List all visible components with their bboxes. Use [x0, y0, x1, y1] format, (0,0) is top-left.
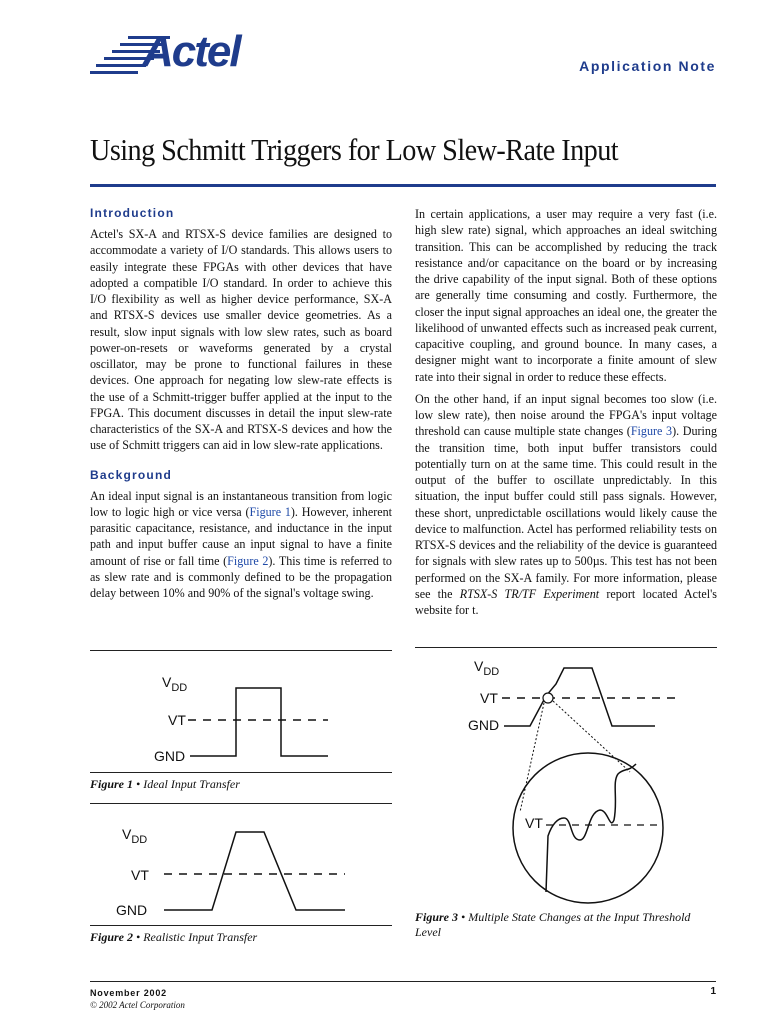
background-text-b: ). However, inherent parasitic capacitance, resistance, and inductance in the input path and input buffer cause an input signal to have a finite amount of rise or fall time ( — [90, 504, 392, 568]
right-column — [415, 206, 717, 624]
caption-bullet: • — [461, 910, 466, 924]
figure-1-gnd-label: GND — [154, 748, 186, 764]
figure-2-number: Figure 2 — [90, 930, 134, 944]
vdd-subscript: DD — [483, 665, 500, 678]
footer-rule — [90, 981, 716, 982]
zoom-point — [543, 693, 553, 703]
ideal-signal-trace — [190, 688, 328, 756]
figure-2-waveform — [160, 820, 350, 920]
figure-1-title: Ideal Input Transfer — [143, 777, 240, 791]
figure-3-top-rule — [415, 647, 717, 648]
actel-logo — [90, 28, 260, 84]
page-title: Using Schmitt Triggers for Low Slew-Rate Input — [90, 132, 619, 167]
figure-3-title: Multiple State Changes at the Input Threshold Level — [415, 910, 691, 939]
figure-3-link[interactable]: Figure 3 — [630, 424, 673, 439]
introduction-text — [90, 226, 392, 454]
right-text-c: report located Actel's website for t. — [415, 586, 718, 617]
background-text — [90, 488, 392, 602]
figure-2-caption — [90, 930, 257, 945]
vdd-subscript: DD — [171, 681, 188, 694]
figure-3-caption — [415, 910, 717, 940]
right-text-b: ). During the transition time, both input buffer transistors could potentially turn on at the same time. This could result in the output of the buffer to oscillate unpredictably. In this situation, the input buffer could still pass signals. However, these short, unpredictable oscillations would likely cause the device to malfunction. Actel has performed reliability tests on RTSX-S devices and the reliability of the device is guaranteed for signals with slew rates up to 500µs. This test has not been performed on the SX-A family. For more information, please see the — [415, 424, 717, 601]
introduction-heading: Introduction — [90, 206, 175, 220]
zoom-guide-right — [553, 701, 630, 772]
slow-signal-trace — [504, 668, 655, 726]
logo-wordmark: Actel — [142, 27, 240, 76]
figure-1-top-rule — [90, 650, 392, 651]
figure-2-link[interactable]: Figure 2 — [227, 553, 269, 568]
figure-2-vt-label: VT — [131, 867, 149, 883]
figure-1-vdd-label — [162, 674, 187, 694]
figure-3-vt-label: VT — [480, 690, 498, 706]
footer-date: November 2002 — [90, 988, 167, 998]
figure-1-bottom-rule — [90, 772, 392, 773]
figure-3-gnd-label: GND — [468, 717, 500, 733]
zoom-guide-left — [520, 703, 544, 812]
figure-1-waveform — [186, 680, 336, 770]
background-text-c: ). This time is referred to as slew rate and is commonly defined to be the propagation delay between 10% and 90% of the signal's voltage swing. — [90, 553, 392, 600]
figure-2-bottom-rule — [90, 925, 392, 926]
figure-2-title: Realistic Input Transfer — [143, 930, 258, 944]
figure-2-top-rule — [90, 803, 392, 804]
footer-copyright: © 2002 Actel Corporation — [90, 1000, 185, 1010]
right-text-a: On the other hand, if an input signal becomes too slow (i.e. low slew rate), then noise around the FPGA's input voltage threshold can cause multiple state changes ( — [415, 391, 717, 439]
caption-bullet: • — [136, 930, 141, 944]
figure-1-number: Figure 1 — [90, 777, 134, 791]
document-type-label: Application Note — [579, 58, 716, 74]
left-column — [90, 206, 392, 607]
figure-3-number: Figure 3 — [415, 910, 459, 924]
vdd-main: V — [122, 826, 132, 842]
vdd-main: V — [474, 658, 484, 674]
figure-1-caption — [90, 777, 240, 792]
figure-1-link[interactable]: Figure 1 — [249, 504, 291, 519]
figure-1-vt-label: VT — [168, 712, 186, 728]
vdd-main: V — [162, 674, 172, 690]
background-heading: Background — [90, 467, 173, 482]
caption-bullet: • — [136, 777, 141, 791]
right-column-text — [415, 206, 717, 618]
experiment-report-title: RTSX-S TR/TF Experiment — [459, 586, 600, 601]
background-paragraph — [90, 488, 392, 602]
zoom-noise-trace — [546, 764, 636, 892]
page-number: 1 — [710, 986, 716, 997]
vdd-subscript: DD — [131, 833, 148, 846]
background-text-a: An ideal input signal is an instantaneous transition from logic low to logic high or vice versa ( — [90, 488, 392, 519]
figure-2-gnd-label: GND — [116, 902, 148, 918]
figure-2-vdd-label — [122, 826, 147, 846]
figure-3-waveform — [500, 660, 690, 910]
right-paragraph-1: In certain applications, a user may require a very fast (i.e. high slew rate) signal, which approaches an ideal switching transition. This can be accomplished by reducing the track resistance and/or capacitance on the board or by increasing the drive capability of the input signal. Both of these options are generally time consuming and costly. Furthermore, the closer the input signal approaches an ideal one, the greater the likelihood of unwanted effects such as increased peak current, capacitive coupling, and ground bounce. In many cases, a designer might want to incorporate a finite amount of slew rate into their signal in order to reduce these effects. — [415, 207, 717, 384]
right-paragraph-2 — [415, 391, 717, 619]
title-divider — [90, 184, 716, 187]
introduction-paragraph: Actel's SX-A and RTSX-S device families are designed to accommodate a variety of I/O standards. This allows users to easily integrate these FPGAs with other devices that have adopted a compatible I/O standard. In order to achieve this I/O flexibility as well as higher device performance, SX-A and RTSX-S devices use smaller device geometries. As a result, slow input signals with low slew rates, such as board power-on-resets or waveforms generated by a crystal oscillator, may be prone to functional failures in these devices. One approach for negating low slew-rate effects is the use of a Schmitt-trigger buffer applied at the input to the FPGA. This document discusses in detail the input slew-rate characteristics of the SX-A and RTSX-S devices and how the use of Schmitt triggers can aid in low slew-rate applications. — [90, 227, 392, 453]
figure-3-vdd-label — [474, 658, 499, 678]
figure-3-zoom-vt-label: VT — [525, 815, 543, 831]
realistic-signal-trace — [164, 832, 345, 910]
